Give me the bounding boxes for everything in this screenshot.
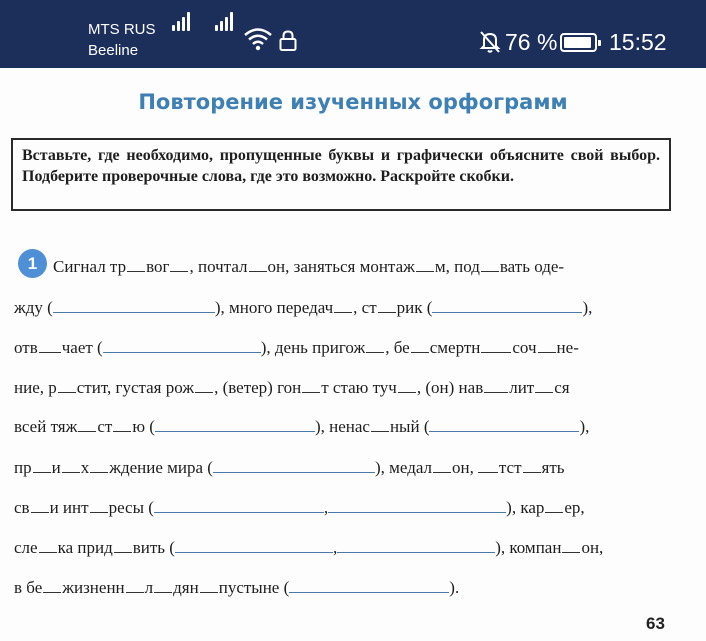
text-fragment: ние, р [14, 378, 57, 397]
text-fragment: и [51, 458, 61, 477]
text-fragment: смертн [429, 338, 481, 357]
text-fragment: ся [554, 378, 570, 397]
letter-blank [562, 535, 580, 553]
exercise-line [14, 335, 579, 359]
carrier-names [88, 19, 156, 61]
letter-blank [398, 375, 416, 393]
letter-blank [433, 455, 451, 473]
letter-blank [170, 254, 188, 272]
text-fragment: Сигнал тр [53, 257, 127, 276]
text-fragment: стит, густая рож [76, 378, 195, 397]
exercise-line [14, 495, 585, 519]
answer-blank [328, 495, 506, 513]
letter-blank [39, 535, 57, 553]
carrier-1: MTS RUS [88, 21, 156, 38]
exercise-line [14, 455, 565, 479]
letter-blank [378, 295, 396, 313]
text-fragment: , [332, 538, 338, 557]
text-fragment: он, заняться монтаж [267, 257, 415, 276]
letter-blank [538, 335, 556, 353]
exercise-line [14, 575, 459, 599]
letter-blank [58, 375, 76, 393]
text-fragment: ), компан [495, 538, 562, 557]
text-fragment: вать оде- [499, 257, 565, 276]
text-fragment: он, [581, 538, 604, 557]
letter-blank [127, 254, 145, 272]
letter-blank [416, 254, 434, 272]
letter-blank [90, 495, 108, 513]
textbook-page [0, 68, 706, 641]
wifi-icon [243, 27, 273, 51]
answer-blank [337, 535, 495, 553]
answer-blank [103, 335, 261, 353]
letter-blank [90, 455, 108, 473]
letter-blank [411, 335, 429, 353]
answer-blank [213, 455, 375, 473]
text-fragment: , почтал [189, 257, 248, 276]
text-fragment: ), [582, 298, 593, 317]
letter-blank [535, 375, 553, 393]
letter-blank [200, 575, 218, 593]
answer-blank [175, 535, 333, 553]
page-number: 63 [646, 614, 665, 633]
text-fragment: ять [541, 458, 565, 477]
text-fragment: отв [14, 338, 38, 357]
text-fragment: пр [14, 458, 32, 477]
text-fragment: вог [146, 257, 170, 276]
letter-blank [126, 575, 144, 593]
text-fragment: он, [452, 458, 474, 477]
text-fragment: ), медал [374, 458, 433, 477]
letter-blank [545, 495, 563, 513]
letter-blank [43, 575, 61, 593]
text-fragment: ю ( [132, 417, 155, 436]
letter-blank [195, 375, 213, 393]
text-fragment: лит [509, 378, 535, 397]
text-fragment: л [144, 578, 154, 597]
text-fragment: м, под [434, 257, 480, 276]
text-fragment: , (ветер) гон [214, 378, 302, 397]
text-fragment: ), день пригож [260, 338, 366, 357]
exercise-line [53, 254, 564, 278]
text-fragment: ), [579, 417, 590, 436]
letter-blank [62, 455, 80, 473]
answer-blank [154, 495, 324, 513]
exercise-line [14, 295, 592, 319]
letter-blank [371, 414, 389, 432]
text-fragment: т стаю туч [321, 378, 397, 397]
text-fragment: рик ( [396, 298, 433, 317]
text-fragment: ресы ( [108, 498, 154, 517]
text-fragment: ст [97, 417, 113, 436]
letter-blank [484, 375, 508, 393]
text-fragment: дян [173, 578, 199, 597]
text-fragment: жизненн [62, 578, 125, 597]
text-fragment: всей тяж [14, 417, 78, 436]
letter-blank [481, 254, 499, 272]
exercise-number-badge: 1 [18, 249, 47, 278]
exercise-line [14, 535, 603, 559]
letter-blank [33, 455, 51, 473]
letter-blank [39, 335, 61, 353]
letter-blank [478, 455, 498, 473]
exercise-line [14, 414, 589, 438]
text-fragment: чает ( [61, 338, 103, 357]
text-fragment: , бе [385, 338, 410, 357]
letter-blank [114, 535, 132, 553]
letter-blank [366, 335, 384, 353]
letter-blank [334, 295, 352, 313]
text-fragment: , ст [353, 298, 377, 317]
letter-blank [249, 254, 267, 272]
answer-blank [53, 295, 215, 313]
text-fragment: в бе [14, 578, 43, 597]
text-fragment: ), много передач [214, 298, 334, 317]
text-fragment: и инт [49, 498, 89, 517]
text-fragment: , [323, 498, 329, 517]
text-fragment: , (он) нав [416, 378, 484, 397]
clock: 15:52 [609, 29, 667, 55]
battery-percent: 76 % [505, 29, 558, 55]
text-fragment: ный ( [389, 417, 430, 436]
text-fragment: ), кар [506, 498, 545, 517]
exercise-line [14, 375, 570, 399]
answer-blank [429, 414, 579, 432]
text-fragment: ), ненас [314, 417, 370, 436]
carrier-2: Beeline [88, 42, 139, 59]
text-fragment: ер, [564, 498, 585, 517]
answer-blank [432, 295, 582, 313]
letter-blank [154, 575, 172, 593]
battery-icon [560, 33, 597, 52]
text-fragment: тст [498, 458, 522, 477]
letter-blank [302, 375, 320, 393]
letter-blank [113, 414, 131, 432]
text-fragment: не- [556, 338, 579, 357]
answer-blank [155, 414, 315, 432]
letter-blank [523, 455, 541, 473]
letter-blank [31, 495, 49, 513]
answer-blank [289, 575, 449, 593]
text-fragment: ждение мира ( [109, 458, 213, 477]
task-instructions: Вставьте, где необходимо, пропущенные буквы и графически объясните свой выбор. Подберите проверочные слова, где это возможно. Раскройте скобки. [11, 138, 671, 211]
letter-blank [78, 414, 96, 432]
bell-off-icon [478, 29, 502, 55]
text-fragment: св [14, 498, 30, 517]
text-fragment: ). [449, 578, 460, 597]
page-title: Повторение изученных орфограмм [138, 90, 568, 114]
text-fragment: пустыне ( [218, 578, 290, 597]
text-fragment: соч [512, 338, 537, 357]
status-bar [0, 0, 706, 68]
text-fragment: жду ( [14, 298, 53, 317]
text-fragment: ка прид [57, 538, 113, 557]
text-fragment: вить ( [132, 538, 175, 557]
lock-icon [279, 30, 297, 52]
text-fragment: х [80, 458, 90, 477]
letter-blank [481, 335, 511, 353]
text-fragment: сле [14, 538, 38, 557]
